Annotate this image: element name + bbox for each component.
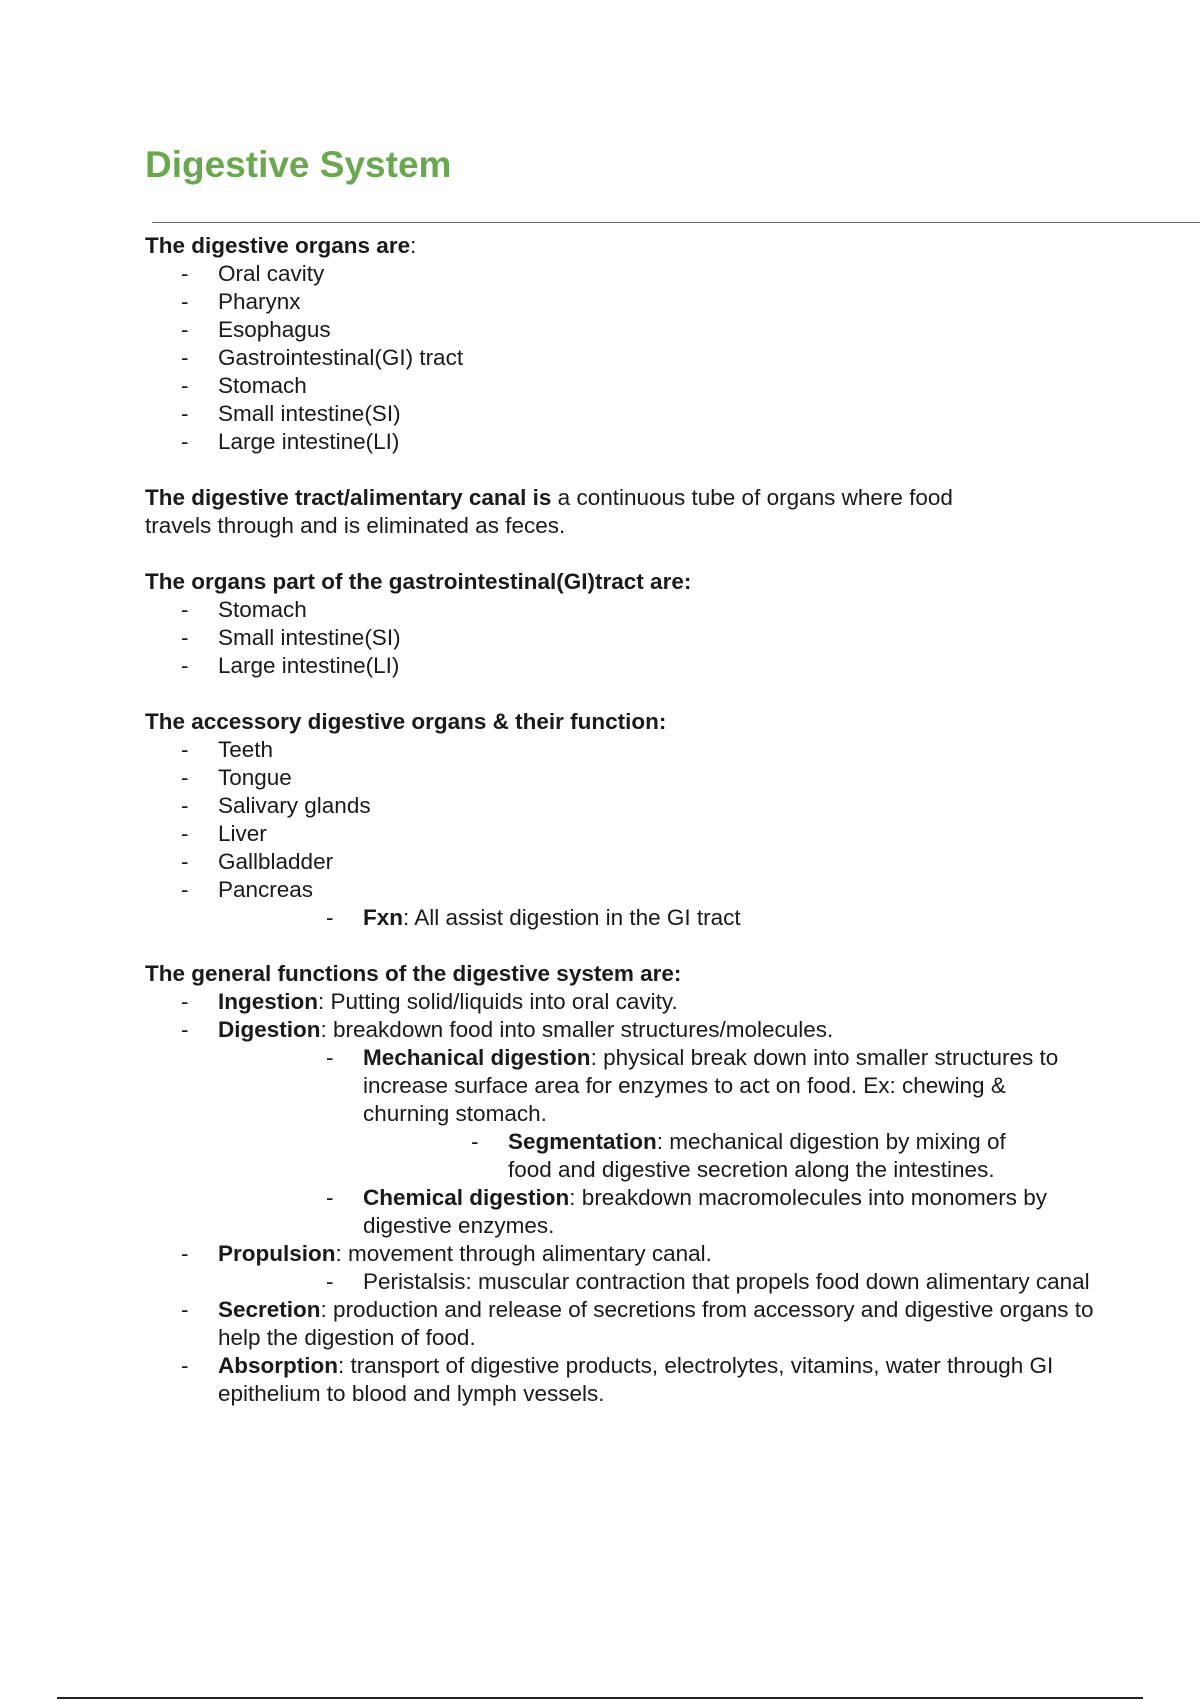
list-item: - Stomach [145,372,1145,400]
mechanical-term: Mechanical digestion [363,1045,591,1070]
organs-heading-colon: : [410,233,417,258]
list-item [145,1128,1145,1184]
page-footer-divider [57,1697,1143,1699]
chemical-term: Chemical digestion [363,1185,570,1210]
list-item [145,988,1145,1016]
list-item [145,1016,1145,1240]
list-item: - Large intestine(LI) [145,652,1145,680]
list-item-text: Pancreas [218,877,314,902]
organs-heading [145,232,1145,260]
organs-heading-text: The digestive organs are [145,233,411,258]
list-item: - Stomach [145,596,1145,624]
mechanical-sublist [145,1128,1145,1184]
list-item: - Oral cavity [145,260,1145,288]
list-item: - Liver [145,820,1145,848]
list-item [145,904,1145,932]
list-item [145,876,1145,932]
tract-paragraph [145,484,1025,540]
ingestion-term: Ingestion [218,989,318,1014]
digestion-text: : breakdown food into smaller structures/molecules. [320,1017,834,1042]
mechanical-text: : physical break down into smaller structures to increase surface area for enzymes to act on food. Ex: chewing & churning stomach. [363,1045,1059,1126]
list-item: - Salivary glands [145,792,1145,820]
list-item: - Esophagus [145,316,1145,344]
list-item [145,1352,1145,1408]
peristalsis-text: - Peristalsis: muscular contraction that propels food down alimentary canal [363,1269,1090,1294]
segmentation-term: Segmentation [508,1129,657,1154]
title-divider [152,222,1200,223]
chemical-text: : breakdown macromolecules into monomers by digestive enzymes. [363,1185,1048,1238]
list-item: - Small intestine(SI) [145,400,1145,428]
ingestion-text: : Putting solid/liquids into oral cavity. [318,989,678,1014]
accessory-heading: The accessory digestive organs & their function: [145,709,667,734]
absorption-term: Absorption [218,1353,338,1378]
accessory-sublist [145,904,1145,932]
gi-list [145,596,1145,680]
document-body [145,232,1145,1408]
fxn-term: Fxn [363,905,404,930]
organs-list [145,260,1145,456]
gi-heading: The organs part of the gastrointestinal(GI)tract are: [145,569,692,594]
functions-heading: The general functions of the digestive system are: [145,961,682,986]
list-item [145,1296,1145,1352]
secretion-text: : production and release of secretions from accessory and digestive organs to help the digestion of food. [218,1297,1094,1350]
functions-list [145,988,1145,1408]
list-item [145,1240,1145,1296]
list-item: - Gastrointestinal(GI) tract [145,344,1145,372]
fxn-text: : All assist digestion in the GI tract [403,905,741,930]
list-item [145,1184,1145,1240]
page-title: Digestive System [145,144,452,185]
segmentation-text: : mechanical digestion by mixing of food and digestive secretion along the intestines. [508,1129,1006,1182]
propulsion-term: Propulsion [218,1241,336,1266]
list-item [145,1268,1145,1296]
list-item: - Tongue [145,764,1145,792]
tract-term: The digestive tract/alimentary canal is [145,485,552,510]
list-item: - Large intestine(LI) [145,428,1145,456]
absorption-text: : transport of digestive products, electrolytes, vitamins, water through GI epithelium to blood and lymph vessels. [218,1353,1054,1406]
propulsion-sublist [145,1268,1145,1296]
digestion-sublist [145,1044,1145,1240]
secretion-term: Secretion [218,1297,321,1322]
propulsion-text: : movement through alimentary canal. [335,1241,712,1266]
list-item: - Small intestine(SI) [145,624,1145,652]
tract-text: a continuous tube of organs where food travels through and is eliminated as feces. [145,485,953,538]
list-item: - Gallbladder [145,848,1145,876]
list-item [145,1044,1145,1184]
accessory-list [145,736,1145,932]
digestion-term: Digestion [218,1017,321,1042]
list-item: - Pharynx [145,288,1145,316]
list-item: - Teeth [145,736,1145,764]
